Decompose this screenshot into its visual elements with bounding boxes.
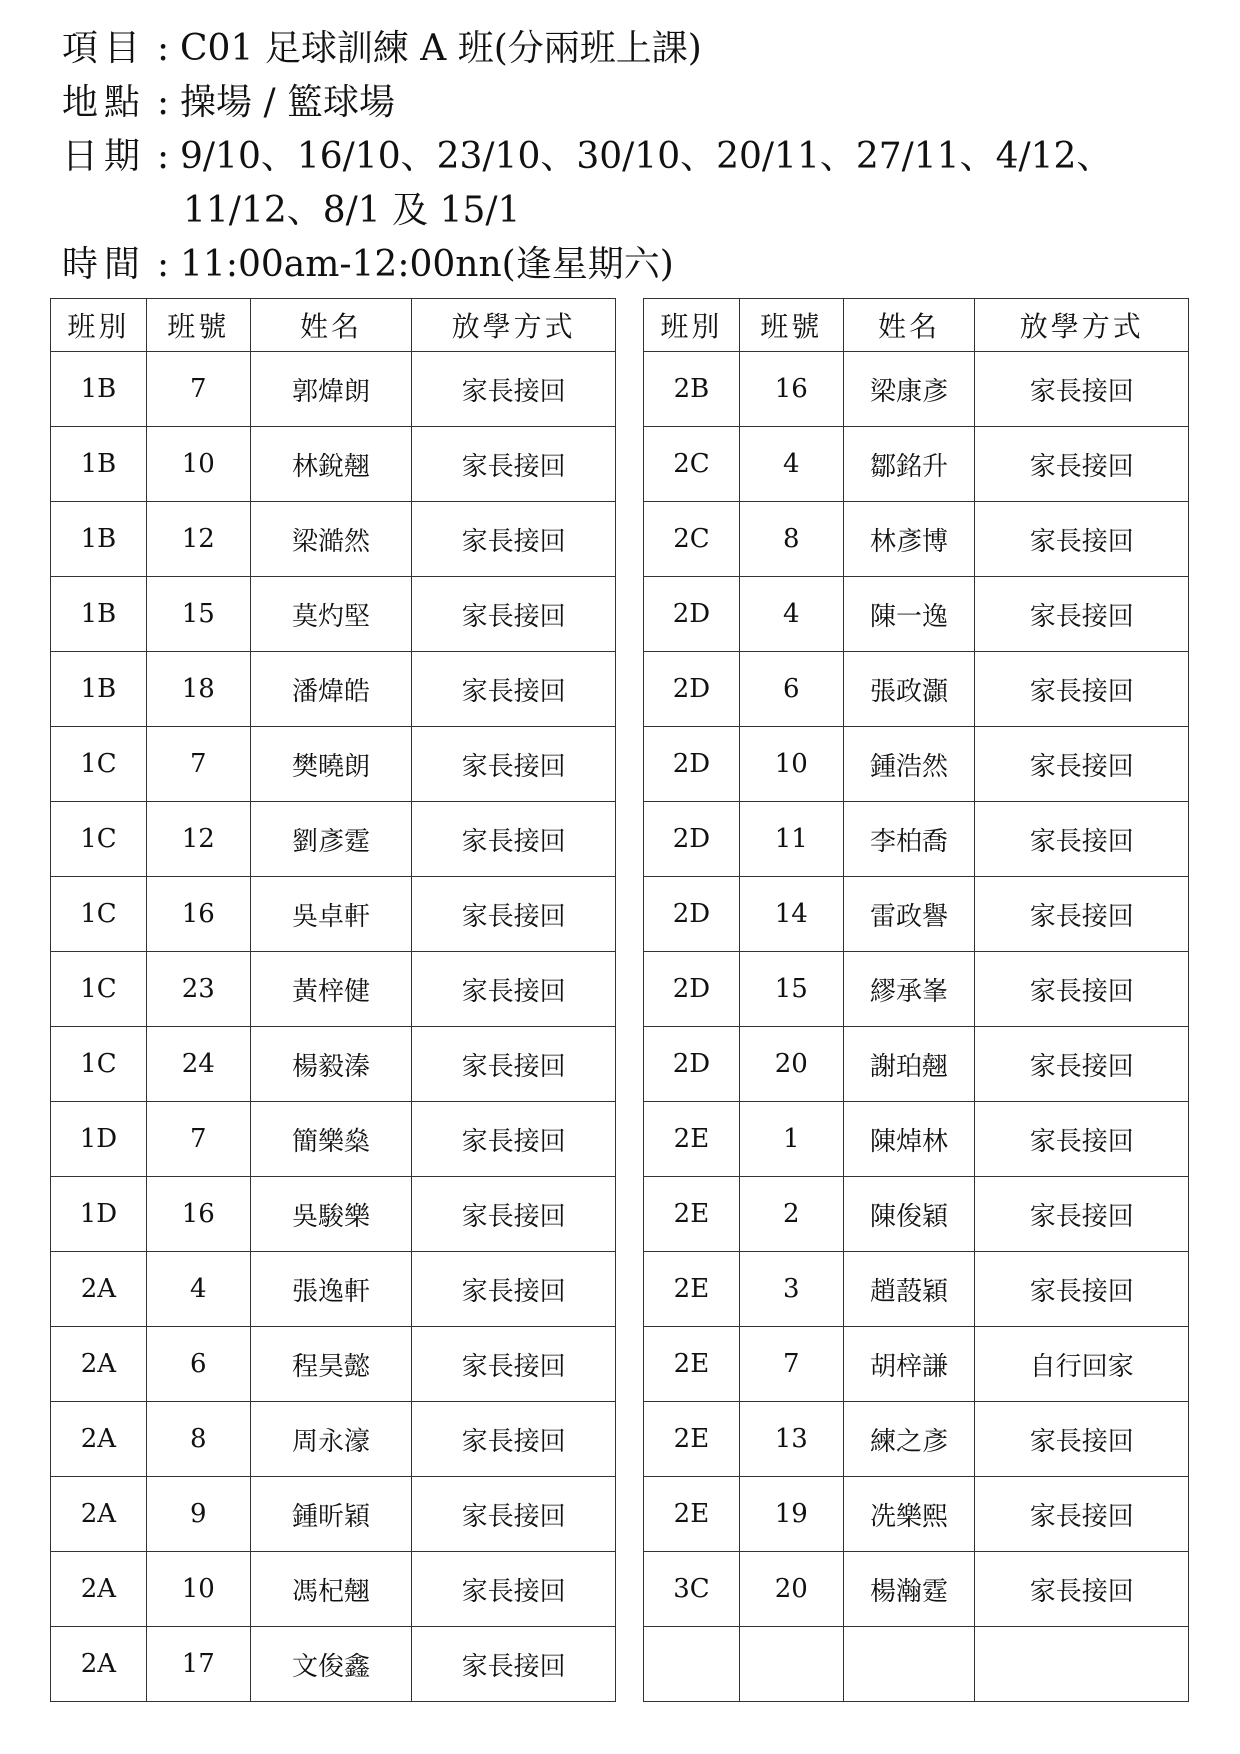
- student-number-cell: 19: [739, 1477, 843, 1552]
- dismissal-method-cell: 自行回家: [975, 1327, 1189, 1402]
- student-class-cell: [644, 1627, 740, 1702]
- table-row: [51, 1627, 616, 1702]
- student-name-cell: 張逸軒: [250, 1252, 412, 1327]
- student-class-cell: 1C: [51, 877, 147, 952]
- roster-tables: [50, 298, 1190, 1716]
- student-class-cell: 2D: [644, 577, 740, 652]
- table-row: [644, 1477, 1189, 1552]
- table-row: [644, 1402, 1189, 1477]
- student-name-cell: 繆承峯: [843, 952, 975, 1027]
- table-row: [644, 502, 1189, 577]
- table-row: [51, 1177, 616, 1252]
- student-class-cell: 2A: [51, 1627, 147, 1702]
- student-number-cell: 15: [739, 952, 843, 1027]
- student-name-cell: 趙蔎穎: [843, 1252, 975, 1327]
- table-row: [644, 802, 1189, 877]
- student-name-cell: 簡樂燊: [250, 1102, 412, 1177]
- dismissal-method-cell: 家長接回: [412, 1102, 616, 1177]
- date-line: [62, 130, 1202, 184]
- dismissal-method-cell: 家長接回: [412, 727, 616, 802]
- student-class-cell: 2B: [644, 352, 740, 427]
- project-line: [62, 22, 1202, 76]
- student-number-cell: 16: [146, 877, 250, 952]
- student-name-cell: [843, 1627, 975, 1702]
- table-row: [51, 1552, 616, 1627]
- student-number-cell: 14: [739, 877, 843, 952]
- student-class-cell: 2A: [51, 1477, 147, 1552]
- time-value: 11:00am-12:00nn(逢星期六): [180, 244, 674, 285]
- student-class-cell: 2D: [644, 1027, 740, 1102]
- dismissal-method-cell: 家長接回: [412, 427, 616, 502]
- table-row: [644, 1552, 1189, 1627]
- student-class-cell: 2C: [644, 427, 740, 502]
- student-name-cell: 吳卓軒: [250, 877, 412, 952]
- student-name-cell: 胡梓謙: [843, 1327, 975, 1402]
- table-row: [644, 1252, 1189, 1327]
- dismissal-method-cell: 家長接回: [975, 802, 1189, 877]
- table-row: [51, 1327, 616, 1402]
- student-class-cell: 2D: [644, 652, 740, 727]
- date-colon: :: [156, 136, 170, 177]
- dismissal-method-cell: 家長接回: [412, 1627, 616, 1702]
- table-row: [644, 952, 1189, 1027]
- student-number-cell: 18: [146, 652, 250, 727]
- table-row: [51, 427, 616, 502]
- student-class-cell: 1B: [51, 577, 147, 652]
- student-name-cell: 張政灝: [843, 652, 975, 727]
- student-name-cell: 馮杞翹: [250, 1552, 412, 1627]
- student-name-cell: 楊瀚霆: [843, 1552, 975, 1627]
- dismissal-method-cell: 家長接回: [975, 1027, 1189, 1102]
- project-value: C01 足球訓練 A 班(分兩班上課): [180, 28, 702, 69]
- table-row: [51, 1402, 616, 1477]
- dismissal-method-cell: 家長接回: [412, 1252, 616, 1327]
- student-name-cell: 楊毅溱: [250, 1027, 412, 1102]
- table-row: [644, 1327, 1189, 1402]
- student-number-cell: 6: [739, 652, 843, 727]
- student-class-cell: 2A: [51, 1327, 147, 1402]
- time-line: [62, 238, 1202, 292]
- date-label: 日期: [62, 136, 147, 177]
- dismissal-method-cell: 家長接回: [412, 1177, 616, 1252]
- dismissal-method-cell: 家長接回: [412, 502, 616, 577]
- student-name-cell: 冼樂熙: [843, 1477, 975, 1552]
- student-class-cell: 2D: [644, 727, 740, 802]
- column-header-class: 班別: [51, 299, 147, 352]
- location-value: 操場 / 籃球場: [180, 82, 396, 123]
- student-name-cell: 程昊懿: [250, 1327, 412, 1402]
- table-row: [51, 802, 616, 877]
- student-class-cell: 1D: [51, 1102, 147, 1177]
- dismissal-method-cell: 家長接回: [975, 1477, 1189, 1552]
- dismissal-method-cell: 家長接回: [975, 952, 1189, 1027]
- dismissal-method-cell: 家長接回: [975, 1177, 1189, 1252]
- table-row: [644, 352, 1189, 427]
- roster-table-left: [50, 298, 616, 1702]
- student-name-cell: 梁康彥: [843, 352, 975, 427]
- student-class-cell: 2E: [644, 1252, 740, 1327]
- table-row: [644, 877, 1189, 952]
- dismissal-method-cell: 家長接回: [975, 1402, 1189, 1477]
- student-name-cell: 林彥博: [843, 502, 975, 577]
- roster-body-right: [644, 352, 1189, 1702]
- column-header-dismissal: 放學方式: [412, 299, 616, 352]
- table-row: [51, 877, 616, 952]
- student-number-cell: 10: [146, 427, 250, 502]
- dismissal-method-cell: 家長接回: [412, 877, 616, 952]
- dismissal-method-cell: 家長接回: [412, 1477, 616, 1552]
- student-number-cell: 1: [739, 1102, 843, 1177]
- time-colon: :: [156, 244, 170, 285]
- dismissal-method-cell: 家長接回: [975, 877, 1189, 952]
- student-number-cell: 16: [739, 352, 843, 427]
- student-number-cell: 8: [739, 502, 843, 577]
- dismissal-method-cell: 家長接回: [975, 577, 1189, 652]
- student-number-cell: 12: [146, 502, 250, 577]
- column-header-dismissal: 放學方式: [975, 299, 1189, 352]
- student-number-cell: 2: [739, 1177, 843, 1252]
- dismissal-method-cell: 家長接回: [412, 652, 616, 727]
- dismissal-method-cell: 家長接回: [412, 1552, 616, 1627]
- dismissal-method-cell: 家長接回: [412, 1027, 616, 1102]
- column-header-class: 班別: [644, 299, 740, 352]
- table-row: [644, 427, 1189, 502]
- student-number-cell: 7: [146, 1102, 250, 1177]
- student-number-cell: 13: [739, 1402, 843, 1477]
- dismissal-method-cell: 家長接回: [975, 1552, 1189, 1627]
- student-name-cell: 陳俊穎: [843, 1177, 975, 1252]
- student-name-cell: 陳焯林: [843, 1102, 975, 1177]
- student-number-cell: 7: [146, 727, 250, 802]
- student-class-cell: 2A: [51, 1552, 147, 1627]
- dismissal-method-cell: 家長接回: [412, 1402, 616, 1477]
- student-number-cell: 10: [739, 727, 843, 802]
- table-header-row: [51, 299, 616, 352]
- student-class-cell: 2D: [644, 802, 740, 877]
- student-class-cell: 2C: [644, 502, 740, 577]
- column-header-name: 姓名: [843, 299, 975, 352]
- student-name-cell: 莫灼堅: [250, 577, 412, 652]
- student-class-cell: 2A: [51, 1402, 147, 1477]
- student-name-cell: 郭煒朗: [250, 352, 412, 427]
- student-name-cell: 李柏喬: [843, 802, 975, 877]
- dismissal-method-cell: 家長接回: [412, 1327, 616, 1402]
- student-class-cell: 1B: [51, 352, 147, 427]
- column-header-number: 班號: [739, 299, 843, 352]
- student-class-cell: 1B: [51, 502, 147, 577]
- table-row: [644, 577, 1189, 652]
- time-label: 時間: [62, 244, 147, 285]
- student-class-cell: 1C: [51, 952, 147, 1027]
- student-class-cell: 1C: [51, 727, 147, 802]
- student-name-cell: 練之彥: [843, 1402, 975, 1477]
- dismissal-method-cell: 家長接回: [975, 352, 1189, 427]
- student-number-cell: [739, 1627, 843, 1702]
- student-number-cell: 20: [739, 1027, 843, 1102]
- student-number-cell: 11: [739, 802, 843, 877]
- student-class-cell: 2A: [51, 1252, 147, 1327]
- dismissal-method-cell: 家長接回: [975, 652, 1189, 727]
- student-name-cell: 樊曉朗: [250, 727, 412, 802]
- date-value-line1: 9/10、16/10、23/10、30/10、20/11、27/11、4/12、: [180, 136, 1113, 177]
- student-name-cell: 林銳翹: [250, 427, 412, 502]
- table-row: [51, 1102, 616, 1177]
- student-number-cell: 6: [146, 1327, 250, 1402]
- table-row: [644, 1027, 1189, 1102]
- dismissal-method-cell: [975, 1627, 1189, 1702]
- student-class-cell: 2E: [644, 1477, 740, 1552]
- student-name-cell: 文俊鑫: [250, 1627, 412, 1702]
- student-name-cell: 梁澔然: [250, 502, 412, 577]
- student-class-cell: 2E: [644, 1327, 740, 1402]
- dismissal-method-cell: 家長接回: [975, 727, 1189, 802]
- student-number-cell: 24: [146, 1027, 250, 1102]
- table-row: [644, 652, 1189, 727]
- table-row: [644, 1102, 1189, 1177]
- student-class-cell: 2E: [644, 1177, 740, 1252]
- table-row: [51, 352, 616, 427]
- student-class-cell: 1C: [51, 1027, 147, 1102]
- table-row: [644, 727, 1189, 802]
- student-number-cell: 7: [739, 1327, 843, 1402]
- student-name-cell: 鄒銘升: [843, 427, 975, 502]
- student-class-cell: 1B: [51, 427, 147, 502]
- student-name-cell: 謝珀翹: [843, 1027, 975, 1102]
- student-class-cell: 1D: [51, 1177, 147, 1252]
- date-value-line2: 11/12、8/1 及 15/1: [183, 190, 521, 231]
- document-header: [62, 22, 1202, 292]
- student-number-cell: 10: [146, 1552, 250, 1627]
- roster-body-left: [51, 352, 616, 1702]
- student-name-cell: 鍾浩然: [843, 727, 975, 802]
- student-class-cell: 2D: [644, 952, 740, 1027]
- project-colon: :: [156, 28, 170, 69]
- table-row: [644, 1627, 1189, 1702]
- student-number-cell: 7: [146, 352, 250, 427]
- table-header-row: [644, 299, 1189, 352]
- roster-table-right: [643, 298, 1189, 1702]
- student-name-cell: 吳駿樂: [250, 1177, 412, 1252]
- student-name-cell: 劉彥霆: [250, 802, 412, 877]
- student-class-cell: 2E: [644, 1102, 740, 1177]
- dismissal-method-cell: 家長接回: [975, 502, 1189, 577]
- location-colon: :: [156, 82, 170, 123]
- student-number-cell: 12: [146, 802, 250, 877]
- student-name-cell: 陳一逸: [843, 577, 975, 652]
- student-number-cell: 8: [146, 1402, 250, 1477]
- student-number-cell: 23: [146, 952, 250, 1027]
- table-row: [51, 502, 616, 577]
- student-class-cell: 3C: [644, 1552, 740, 1627]
- student-name-cell: 雷政譽: [843, 877, 975, 952]
- dismissal-method-cell: 家長接回: [975, 427, 1189, 502]
- table-row: [51, 652, 616, 727]
- student-number-cell: 20: [739, 1552, 843, 1627]
- dismissal-method-cell: 家長接回: [412, 352, 616, 427]
- table-row: [51, 1027, 616, 1102]
- table-row: [51, 577, 616, 652]
- student-number-cell: 3: [739, 1252, 843, 1327]
- table-row: [51, 1252, 616, 1327]
- dismissal-method-cell: 家長接回: [975, 1102, 1189, 1177]
- student-class-cell: 1C: [51, 802, 147, 877]
- table-row: [51, 727, 616, 802]
- student-class-cell: 2E: [644, 1402, 740, 1477]
- table-row: [51, 1477, 616, 1552]
- table-row: [51, 952, 616, 1027]
- student-number-cell: 4: [146, 1252, 250, 1327]
- dismissal-method-cell: 家長接回: [412, 577, 616, 652]
- student-number-cell: 4: [739, 577, 843, 652]
- location-label: 地點: [62, 82, 147, 123]
- dismissal-method-cell: 家長接回: [975, 1252, 1189, 1327]
- student-class-cell: 2D: [644, 877, 740, 952]
- student-class-cell: 1B: [51, 652, 147, 727]
- date-line-continued: [62, 184, 1202, 238]
- student-number-cell: 4: [739, 427, 843, 502]
- dismissal-method-cell: 家長接回: [412, 802, 616, 877]
- location-line: [62, 76, 1202, 130]
- student-number-cell: 15: [146, 577, 250, 652]
- student-name-cell: 潘煒皓: [250, 652, 412, 727]
- column-header-number: 班號: [146, 299, 250, 352]
- student-name-cell: 周永濠: [250, 1402, 412, 1477]
- table-row: [644, 1177, 1189, 1252]
- student-number-cell: 17: [146, 1627, 250, 1702]
- student-number-cell: 9: [146, 1477, 250, 1552]
- column-header-name: 姓名: [250, 299, 412, 352]
- dismissal-method-cell: 家長接回: [412, 952, 616, 1027]
- student-number-cell: 16: [146, 1177, 250, 1252]
- student-name-cell: 黃梓健: [250, 952, 412, 1027]
- project-label: 項目: [62, 28, 147, 69]
- student-name-cell: 鍾昕穎: [250, 1477, 412, 1552]
